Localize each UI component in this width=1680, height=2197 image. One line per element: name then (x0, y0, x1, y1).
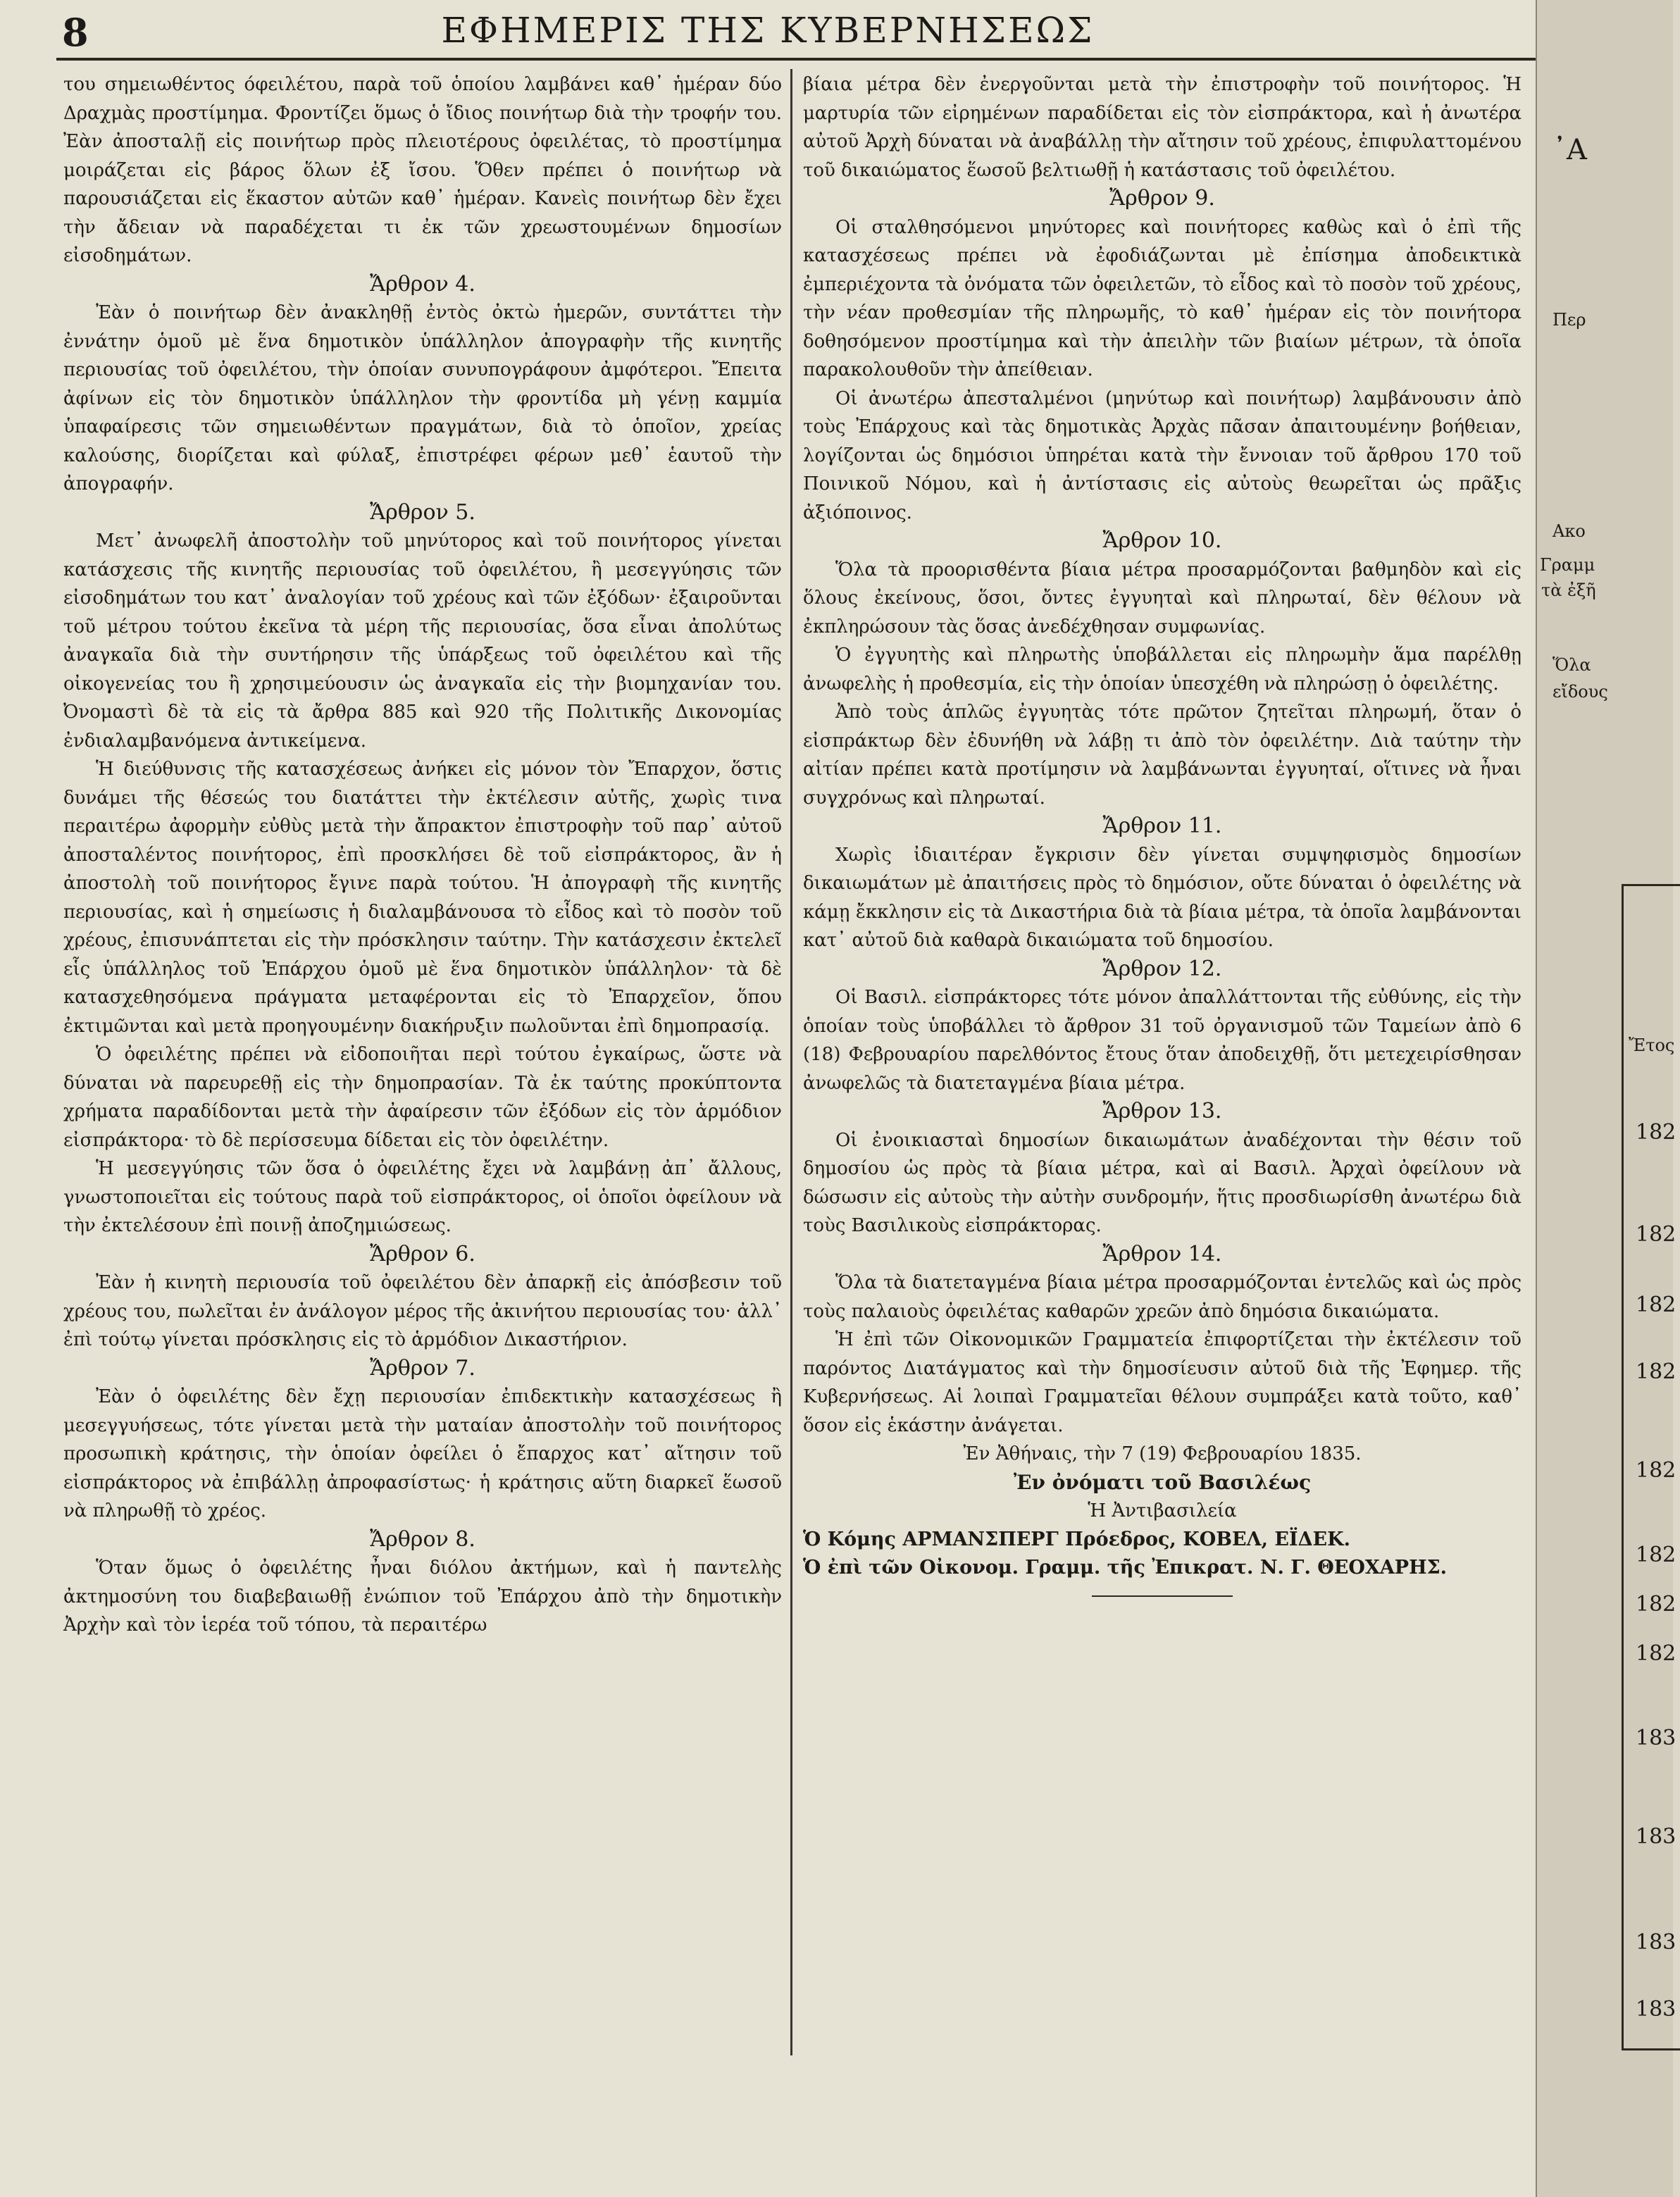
right-column (803, 70, 1522, 1597)
edge-fragment: Ὅλα (1553, 655, 1591, 675)
edge-fragment: Γραμμ (1540, 555, 1595, 575)
paragraph: Ὅταν ὅμως ὁ ὀφειλέτης ἦναι διόλου ἀκτήμων, καὶ ἡ παντελὴς ἀκτημοσύνη του διαβεβαιωθῇ ἐνώπιον τοῦ Ἐπάρχου ἀπὸ τὴν δημοτικὴν Ἀρχὴν καὶ τὸν ἱερέα τοῦ τόπου, τὰ περαιτέρω (63, 1557, 782, 1636)
paragraph: βίαια μέτρα δὲν ἐνεργοῦνται μετὰ τὴν ἐπιστροφὴν τοῦ ποινήτορος. Ἡ μαρτυρία τῶν εἰρημένων παραδίδεται εἰς τὸν εἰσπράκτορα, καὶ ἡ ἀνωτέρα αὐτοῦ Ἀρχὴ δύναται νὰ ἀναβάλλῃ τὴν αἴτησιν τοῦ χρέους, ἐπιφυλαττομένου τοῦ δικαιώματος ἕωσοῦ βελτιωθῇ ἡ κατάστασις τοῦ ὀφειλέτου. (803, 74, 1522, 181)
date-line: Ἐν Ἀθήναις, τὴν 7 (19) Φεβρουαρίου 1835. (963, 1443, 1362, 1464)
article-heading: Ἄρθρον 10. (1102, 528, 1222, 553)
edge-year: 182 (1636, 1293, 1676, 1317)
left-column (63, 70, 782, 1640)
edge-year: 182 (1636, 1458, 1676, 1483)
paragraph: Ὁ ὀφειλέτης πρέπει νὰ εἰδοποιῆται περὶ τούτου ἐγκαίρως, ὥστε νὰ δύναται νὰ παρευρεθῇ εἰς τὴν δημοπρασίαν. Τὰ ἐκ ταύτης προκύπτοντα χρήματα παραδίδονται μετὰ τὴν ἀφαίρεσιν τῶν ἐξόδων εἰς τὸν ἁρμόδιον εἰσπράκτορα· τὸ δὲ περίσσευμα δίδεται εἰς τὸν ὀφειλέτην. (63, 1044, 782, 1151)
paragraph: Χωρὶς ἰδιαιτέραν ἔγκρισιν δὲν γίνεται συμψηφισμὸς δημοσίων δικαιωμάτων μὲ ἀπαιτήσεις πρὸς τὸ δημόσιον, οὔτε δύναται ὁ ὀφειλέτης νὰ κάμῃ ἔκκλησιν εἰς τὰ Δικαστήρια διὰ τὰ βίαια μέτρα, τὰ ὁποῖα λαμβάνονται κατ᾽ αὐτοῦ διὰ καθαρὰ δικαιώματα τοῦ δημοσίου. (803, 844, 1522, 951)
article-heading: Ἄρθρον 9. (1109, 186, 1215, 211)
paragraph: Οἱ ἀνωτέρω ἀπεσταλμένοι (μηνύτωρ καὶ ποινήτωρ) λαμβάνουσιν ἀπὸ τοὺς Ἐπάρχους καὶ τὰς δημοτικὰς Ἀρχὰς πᾶσαν ἀπαιτουμένην βοήθειαν, λογίζονται ὡς δημόσιοι ὑπηρέται κατὰ τὴν ἔννοιαν τοῦ ἄρθρου 170 τοῦ Ποινικοῦ Νόμου, καὶ ἡ ἀντίστασις εἰς αὐτοὺς θεωρεῖται ὡς πρᾶξις ἀξιόποινος. (803, 387, 1522, 523)
paragraph: Ἡ ἐπὶ τῶν Οἰκονομικῶν Γραμματεία ἐπιφορτίζεται τὴν ἐκτέλεσιν τοῦ παρόντος Διατάγματος καὶ τὴν δημοσίευσιν αὐτοῦ διὰ τῆς Ἐφημερ. τῆς Κυβερνήσεως. Αἱ λοιπαὶ Γραμματεῖαι θέλουν συμπράξει κατὰ τοῦτο, καθ᾽ ὅσον εἰς ἑκάστην ἀνάγεται. (803, 1329, 1522, 1436)
paragraph: Ὁ ἐγγυητὴς καὶ πληρωτὴς ὑποβάλλεται εἰς πληρωμὴν ἅμα παρέλθῃ ἀνωφελὴς ἡ προθεσμία, εἰς τὴν ὁποίαν ὑπεσχέθη νὰ πληρώσῃ ὁ ὀφειλέτης. (803, 645, 1522, 695)
paragraph: Ἐὰν ὁ ποινήτωρ δὲν ἀνακληθῇ ἐντὸς ὀκτὼ ἡμερῶν, συντάττει τὴν ἐννάτην ὁμοῦ μὲ ἕνα δημοτικὸν ὑπάλληλον ἀπογραφὴν τῆς κινητῆς περιουσίας τοῦ ὀφειλέτου, τὴν ὁποίαν συνυπογράφουν ἀμφότεροι. Ἔπειτα ἀφίνων εἰς τὸν δημοτικὸν ὑπάλληλον τὴν φροντίδα μὴ γένῃ καμμία ὑπαφαίρεσις τῶν σημειωθέντων πραγμάτων, διὰ τὸ ὁποῖον, χρείας καλούσης, διορίζεται καὶ φύλαξ, ἐπιστρέφει φέρων μεθ᾽ ἑαυτοῦ τὴν ἀπογραφήν. (63, 302, 782, 494)
paragraph: Οἱ ἐνοικιασταὶ δημοσίων δικαιωμάτων ἀναδέχονται τὴν θέσιν τοῦ δημοσίου ὡς πρὸς τὰ βίαια μέτρα, καὶ αἱ Βασιλ. Ἀρχαὶ ὀφείλουν νὰ δώσωσιν εἰς αὐτοὺς τὴν αὐτὴν συνδρομήν, ἥτις προσδιωρίσθη ἀνωτέρω διὰ τοὺς Βασιλικοὺς εἰσπράκτορας. (803, 1129, 1522, 1236)
edge-year: 182 (1636, 1543, 1676, 1567)
paragraph: Ἡ μεσεγγύησις τῶν ὅσα ὁ ὀφειλέτης ἔχει νὰ λαμβάνῃ ἀπ᾽ ἄλλους, γνωστοποιεῖται εἰς τούτους παρὰ τοῦ εἰσπράκτορος, οἱ ὁποῖοι ὀφείλουν νὰ τὴν ἐκτελέσουν ἐπὶ ποινῇ ἀποζημιώσεως. (63, 1158, 782, 1236)
article-heading: Ἄρθρον 12. (1102, 956, 1222, 981)
edge-fragment: εἴδους (1553, 682, 1608, 702)
page-number: 8 (62, 10, 89, 55)
paragraph: Ὅλα τὰ διατεταγμένα βίαια μέτρα προσαρμόζονται ἐντελῶς καὶ ὡς πρὸς τοὺς παλαιοὺς ὀφειλέτας καθαρῶν χρεῶν ἀπὸ δημόσια δικαιώματα. (803, 1272, 1522, 1322)
edge-fragment: Ακο (1553, 521, 1586, 541)
edge-year: 182 (1636, 1120, 1676, 1145)
edge-fragment: ᾽Α (1553, 134, 1587, 166)
article-heading: Ἄρθρον 7. (370, 1355, 475, 1381)
paragraph: Οἱ Βασιλ. εἰσπράκτορες τότε μόνον ἀπαλλάττονται τῆς εὐθύνης, εἰς τὴν ὁποίαν τοὺς ὑποβάλλει τὸ ἄρθρον 31 τοῦ ὀργανισμοῦ τῶν Ταμείων ἀπὸ 6 (18) Φεβρουαρίου παρελθόντος ἔτους ὅταν ἀποδειχθῇ, ὅτι μετεχειρίσθησαν ἀνωφελῶς τὰ διατεταγμένα βίαια μέτρα. (803, 987, 1522, 1094)
column-divider (790, 69, 792, 2055)
paragraph: του σημειωθέντος όφειλέτου, παρὰ τοῦ ὁποίου λαμβάνει καθ᾽ ἡμέραν δύο Δραχμὰς προστίμημα. Φροντίζει ὅμως ὁ ἴδιος ποινήτωρ διὰ τὴν τροφήν του. Ἐὰν ἀποσταλῇ εἰς ποινήτωρ πρὸς πλειοτέρους ὀφειλέτας, τὸ προστίμημα μοιράζεται εἰς βάρος ὅλων ἐξ ἴσου. Ὅθεν πρέπει ὁ ποινήτωρ νὰ παρουσιάζεται εἰς ἕκαστον αὐτῶν καθ᾽ ἡμέραν. Κανεὶς ποινήτωρ δὲν ἔχει τὴν ἄδειαν νὰ παραδέχεται τι ἐκ τῶν χρεωστουμένων δημοσίων εἰσοδημάτων. (63, 74, 782, 266)
edge-year: 182 (1636, 1641, 1676, 1666)
edge-fragment: Περ (1553, 310, 1586, 330)
edge-year: 183 (1636, 1726, 1676, 1750)
paragraph: Ἀπὸ τοὺς ἁπλῶς ἐγγυητὰς τότε πρῶτον ζητεῖται πληρωμή, ὅταν ὁ εἰσπράκτωρ δὲν ἐδυνήθη νὰ λάβῃ τι ἀπὸ τὸν ὀφειλέτην. Διὰ ταύτην τὴν αἰτίαν πρέπει κατὰ προτίμησιν νὰ λαμβάνωνται ἐγγυηταί, οἵτινες νὰ ἦναι συγχρόνως καὶ πληρωταί. (803, 702, 1522, 809)
minister-line: Ὁ ἐπὶ τῶν Οἰκονομ. Γραμμ. τῆς Ἐπικρατ. Ν. Γ. ΘΕΟΧΑΡΗΣ. (803, 1557, 1448, 1579)
article-heading: Ἄρθρον 6. (370, 1241, 475, 1266)
edge-year: 183 (1636, 1930, 1676, 1955)
article-heading: Ἄρθρον 11. (1102, 814, 1222, 838)
king-line: Ἐν ὀνόματι τοῦ Βασιλέως (1013, 1470, 1312, 1494)
paragraph: Μετ᾽ ἀνωφελῆ ἀποστολὴν τοῦ μηνύτορος καὶ τοῦ ποινήτορος γίνεται κατάσχεσις τῆς κινητῆς περιουσίας τοῦ ὀφειλέτου, ἢ μεσεγγύησις τῶν εἰσοδημάτων του κατ᾽ ἀναλογίαν τοῦ χρέους καὶ τῶν ἐξόδων· ἐξαιροῦνται τοῦ μέτρου τούτου ἐκεῖνα τὰ μέρη τῆς περιουσίας, ὅσα εἶναι ἀπολύτως ἀναγκαῖα διὰ τὴν συντήρησιν τῆς ὑπάρξεως τοῦ ὀφειλέτου καὶ τῆς οἰκογενείας του ἢ χρησιμεύουσιν ὡς ἀναγκαῖα εἰς τὴν βιομηχανίαν του. Ὀνομαστὶ δὲ τὰ εἰς τὰ ἄρθρα 885 καὶ 920 τῆς Πολιτικῆς Δικονομίας ἐνδιαλαμβανόμενα ἀντικείμενα. (63, 530, 782, 752)
page-header (0, 0, 1536, 65)
edge-table-header: Ἔτος (1629, 1035, 1675, 1055)
adjacent-page-edge (1536, 0, 1676, 2197)
article-heading: Ἄρθρον 13. (1102, 1099, 1222, 1124)
edge-year: 183 (1636, 1997, 1676, 2022)
edge-year: 183 (1636, 1824, 1676, 1849)
edge-year: 182 (1636, 1592, 1676, 1617)
paragraph: Ἡ διεύθυνσις τῆς κατασχέσεως ἀνήκει εἰς μόνον τὸν Ἔπαρχον, ὅστις δυνάμει τῆς θέσεώς του διατάττει τὴν ἐκτέλεσιν αὐτῆς, χωρὶς τινα περαιτέρω ἀφορμὴν εὐθὺς μετὰ τὴν ἄπρακτον ἐπιστροφὴν τοῦ παρ᾽ αὐτοῦ ἀποσταλέντος ποινήτορος, ἐπὶ προσκλήσει δὲ τοῦ εἰσπράκτορος, ἂν ἡ ἀποστολὴ τοῦ ποινήτορος ἔγινε παρὰ τούτου. Ἡ ἀπογραφὴ τῆς κινητῆς περιουσίας, καὶ ἡ σημείωσις ἡ διαλαμβάνουσα τὸ εἶδος καὶ τὸ ποσὸν τοῦ χρέους, ἐπισυνάπτεται εἰς τὴν πρόσκλησιν ταύτην. Τὴν κατάσχεσιν ἐκτελεῖ εἷς ὑπάλληλος τοῦ Ἐπάρχου ὁμοῦ μὲ ἕνα δημοτικὸν ὑπάλληλον· τὰ δὲ κατασχεθησόμενα πράγματα μεταφέρονται εἰς τὸ Ἐπαρχεῖον, ὅπου ἐκτιμῶνται καὶ μετὰ προηγουμένην διακήρυξιν πωλοῦνται ἐπὶ δημοπρασίᾳ. (63, 759, 782, 1037)
end-rule (1092, 1595, 1233, 1597)
paragraph: Ἐὰν ἡ κινητὴ περιουσία τοῦ ὀφειλέτου δὲν ἀπαρκῇ εἰς ἀπόσβεσιν τοῦ χρέους του, πωλεῖται ἐν ἀνάλογον μέρος τῆς ἀκινήτου περιουσίας του· ἀλλ᾽ ἐπὶ τούτῳ γίνεται πρόσκλησις εἰς τὸ ἁρμόδιον Δικαστήριον. (63, 1272, 782, 1350)
article-heading: Ἄρθρον 5. (370, 499, 475, 525)
edge-year: 182 (1636, 1359, 1676, 1384)
signers-line: Ὁ Κόμης ΑΡΜΑΝΣΠΕΡΓ Πρόεδρος, ΚΟΒΕΛ, ΕΪΔΕΚ. (803, 1528, 1350, 1550)
header-rule (56, 58, 1536, 61)
paragraph: Ἐὰν ὁ ὀφειλέτης δὲν ἔχῃ περιουσίαν ἐπιδεκτικὴν κατασχέσεως ἢ μεσεγγυήσεως, τότε γίνεται μετὰ τὴν ματαίαν ἀποστολὴν τοῦ ποινήτορος προσωπικὴ κράτησις, τὴν ὁποίαν ὀφείλει ὁ ἔπαρχος κατ᾽ αἴτησιν τοῦ εἰσπράκτορος νὰ ἐπιβάλλῃ ἀπροφασίστως· ἡ κράτησις αὕτη διαρκεῖ ἕωσοῦ νὰ πληρωθῇ τὸ χρέος. (63, 1386, 782, 1521)
article-heading: Ἄρθρον 4. (370, 271, 475, 297)
gazette-title: ΕΦΗΜΕΡΙΣ ΤΗΣ ΚΥΒΕΡΝΗΣΕΩΣ (441, 10, 1095, 51)
paragraph: Οἱ σταλθησόμενοι μηνύτορες καὶ ποινήτορες καθὼς καὶ ὁ ἐπὶ τῆς κατασχέσεως πρέπει νὰ ἐφοδιάζωνται μὲ ἐπίσημα ἀποδεικτικὰ ἐμπεριέχοντα τὰ ὀνόματα τῶν ὀφειλετῶν, τὸ εἶδος καὶ τὸ ποσὸν τοῦ χρέους, τὴν νέαν προθεσμίαν τῆς πληρωμῆς, τὸ καθ᾽ ἡμέραν εἰς τὸν ποινήτορα δοθησόμενον προστίμημα καὶ τὴν ἀπειλὴν τῶν βιαίων μέτρων, τὰ ὁποῖα παρακολουθοῦν τὴν ἀπείθειαν. (803, 216, 1522, 380)
article-heading: Ἄρθρον 14. (1102, 1241, 1222, 1266)
edge-year: 182 (1636, 1222, 1676, 1247)
paragraph: Ὅλα τὰ προορισθέντα βίαια μέτρα προσαρμόζονται βαθμηδὸν καὶ εἰς ὅλους ἐκείνους, ὅσοι, ὄντες ἐγγυηταὶ καὶ πληρωταί, δὲν θέλουν νὰ ἐκπληρώσουν τὰς ὅσας ἀνεδέχθησαν συμφωνίας. (803, 559, 1522, 637)
edge-fragment: τὰ ἐξῆ (1541, 580, 1596, 600)
article-heading: Ἄρθρον 8. (370, 1526, 475, 1552)
regency-line: Ἡ Ἀντιβασιλεία (1088, 1500, 1237, 1521)
